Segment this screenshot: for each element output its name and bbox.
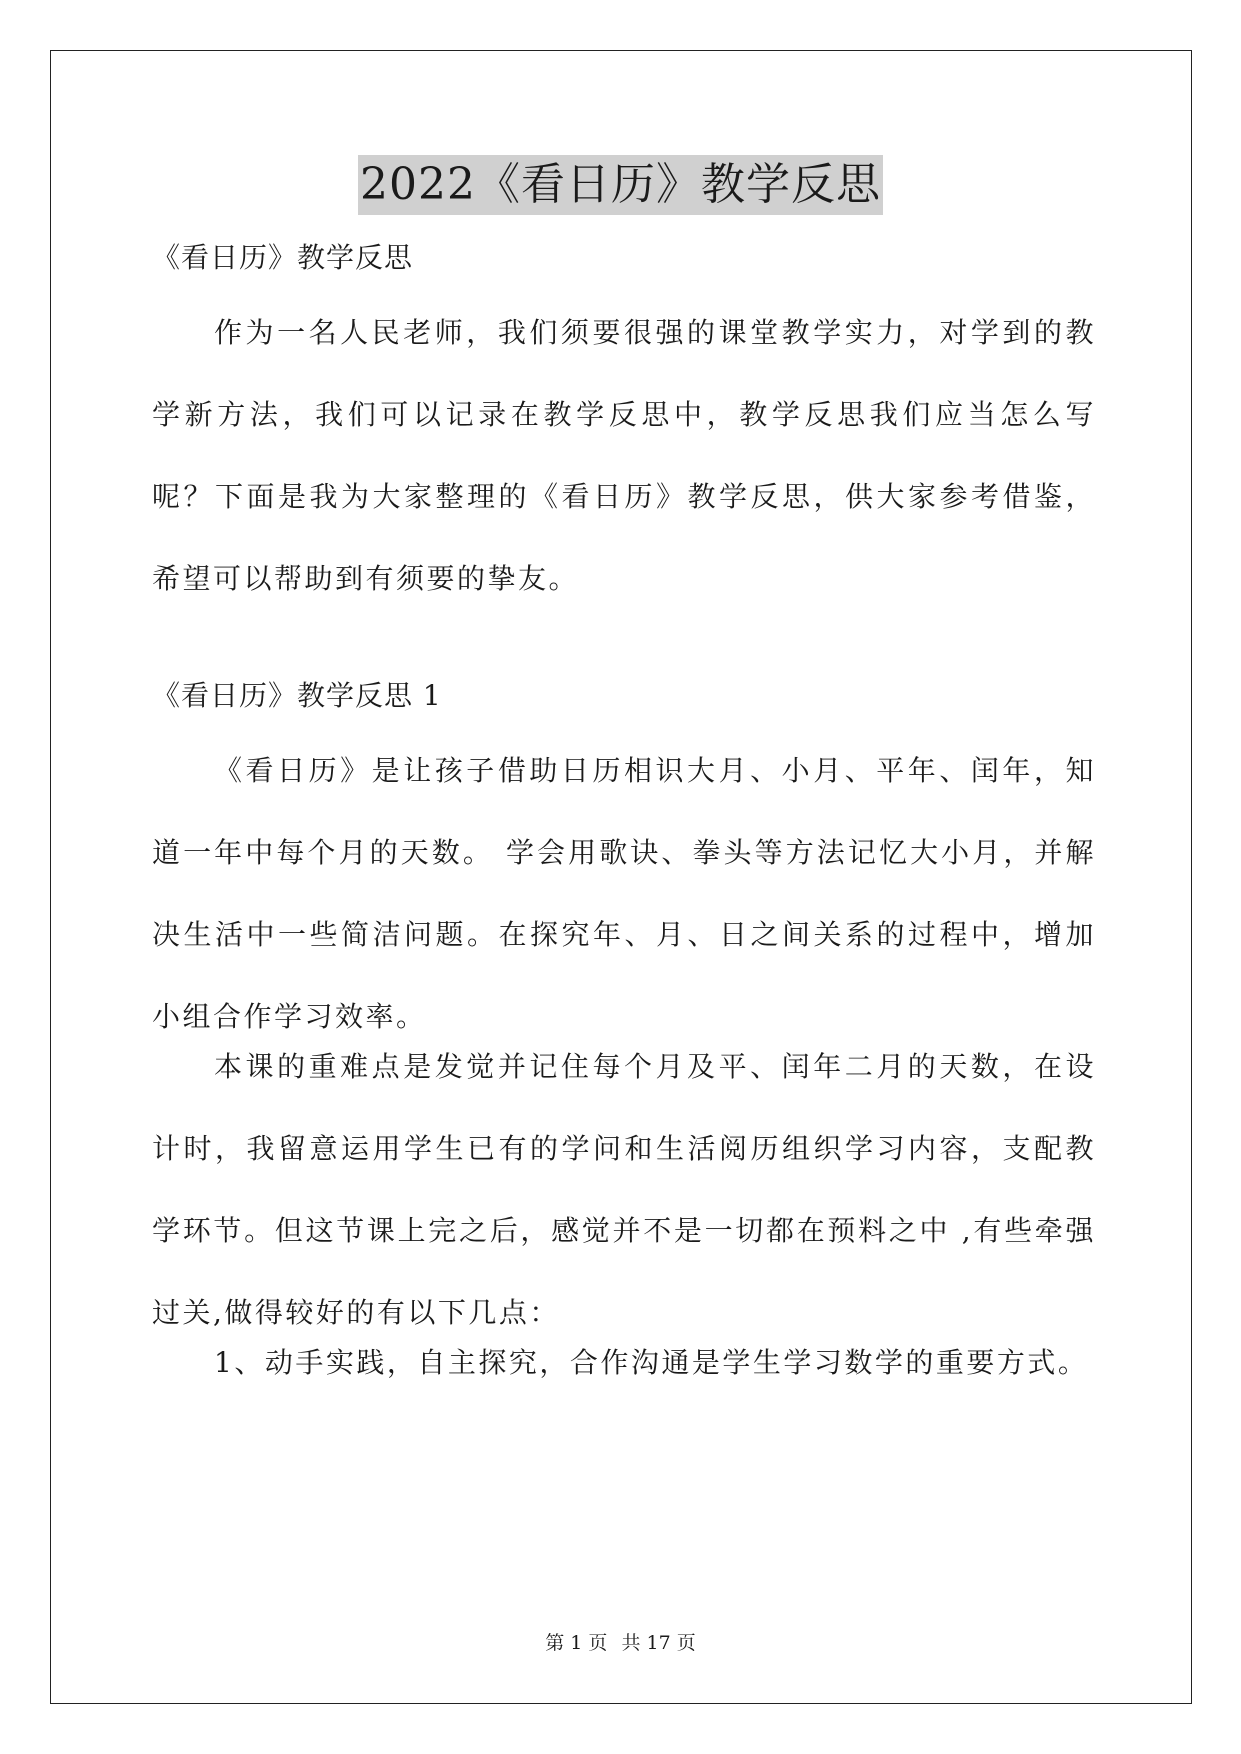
section1-paragraph: 1、动手实践，自主探究，合作沟通是学生学习数学的重要方式。 [214, 1346, 1089, 1379]
section1-heading: 《看日历》教学反思 1 [152, 679, 442, 712]
page-total: 共 17 页 [621, 1632, 696, 1654]
title-wrap [0, 155, 1241, 215]
document-title: 2022《看日历》教学反思 [358, 155, 883, 215]
section1-paragraph: 《看日历》是让孩子借助日历相识大月、小月、平年、闰年，知道一年中每个月的天数。 学会用歌诀、拳头等方法记忆大小月，并解决生活中一些简洁问题。在探究年、月、日之间关系的过程中，增加小组合作学习效率。 [152, 754, 1096, 1033]
intro-paragraph: 作为一名人民老师，我们须要很强的课堂教学实力，对学到的教学新方法，我们可以记录在教学反思中，教学反思我们应当怎么写呢？下面是我为大家整理的《看日历》教学反思，供大家参考借鉴，希望可以帮助到有须要的挚友。 [152, 316, 1096, 595]
page-number: 第 1 页 [545, 1632, 608, 1654]
page-footer [0, 1630, 1241, 1656]
section1-paragraph: 本课的重难点是发觉并记住每个月及平、闰年二月的天数，在设计时，我留意运用学生已有的学问和生活阅历组织学习内容，支配教学环节。但这节课上完之后，感觉并不是一切都在预料之中 ,有些牵强过关,做得较好的有以下几点： [152, 1050, 1096, 1329]
document-subtitle: 《看日历》教学反思 [152, 241, 414, 274]
